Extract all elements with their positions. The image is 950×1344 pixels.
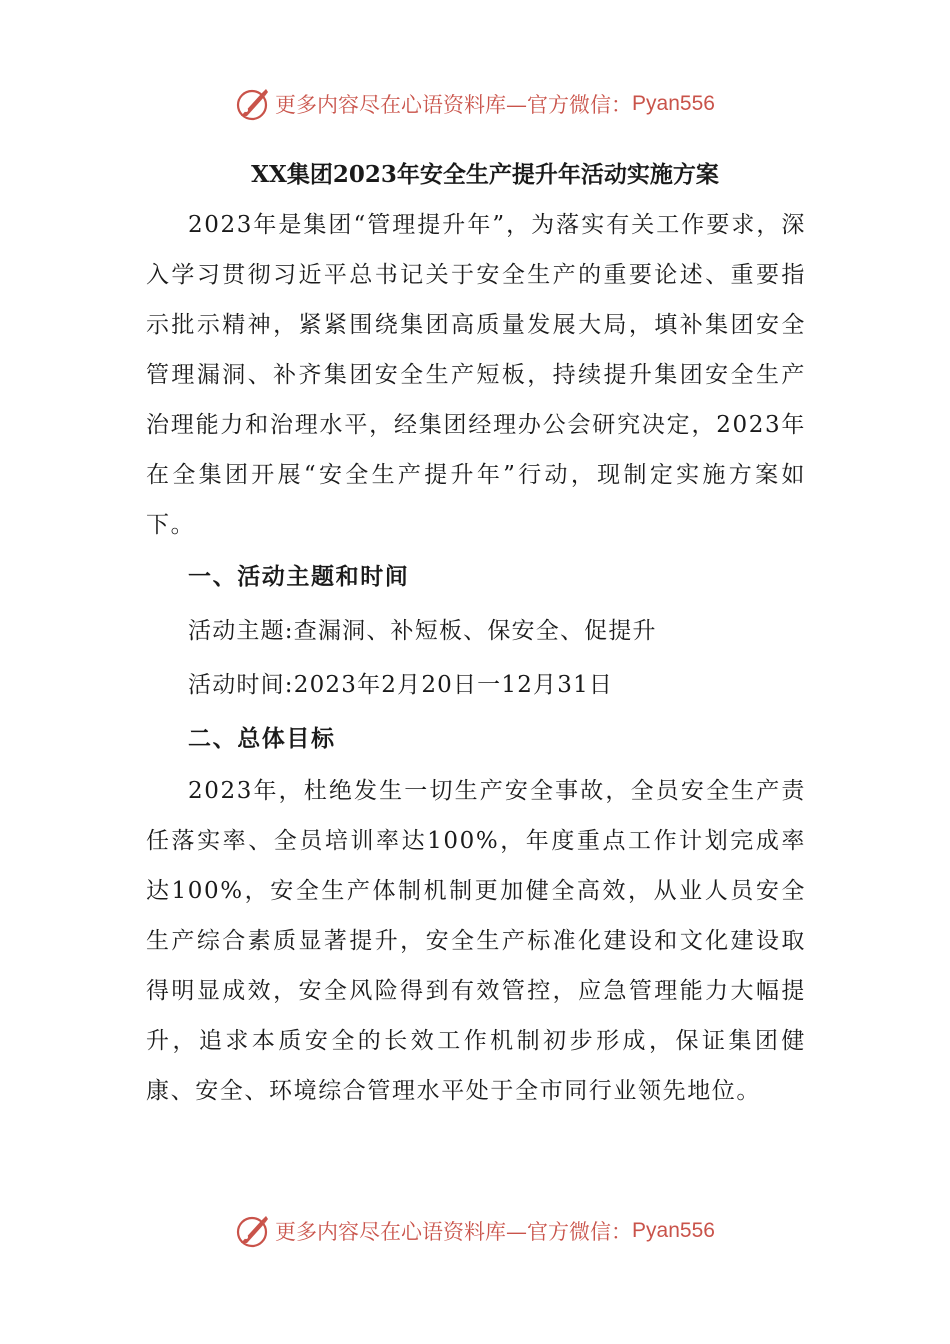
goals-paragraph: 2023年，杜绝发生一切生产安全事故，全员安全生产责任落实率、全员培训率达100%，年度重点工作计划完成率达100%，安全生产体制机制更加健全高效，从业人员安全生产综合素质显著提升，安全生产标准化建设和文化建设取得明显成效，安全风险得到有效管控，应急管理能力大幅提升，追求本质安全的长效工作机制初步形成，保证集团健康、安全、环境综合管理水平处于全市同行业领先地位。: [146, 778, 806, 1104]
activity-theme: 活动主题:查漏洞、补短板、保安全、促提升: [188, 618, 657, 644]
section-heading-theme-time: 一、活动主题和时间: [188, 563, 410, 590]
section-heading-goals: 二、总体目标: [188, 725, 336, 752]
pen-logo-icon: [235, 86, 271, 122]
watermark-wechat-id: Pyan556: [632, 1219, 715, 1242]
document-title: XX集团2023年安全生产提升年活动实施方案: [251, 161, 719, 188]
watermark-wechat-id: Pyan556: [632, 92, 715, 115]
pen-logo-icon: [235, 1213, 271, 1249]
watermark-text: 更多内容尽在心语资料库—官方微信：: [275, 93, 633, 117]
document-body: [146, 150, 806, 1116]
watermark-text: 更多内容尽在心语资料库—官方微信：: [275, 1220, 633, 1244]
intro-paragraph: 2023年是集团“管理提升年”，为落实有关工作要求，深入学习贯彻习近平总书记关于安全生产的重要论述、重要指示批示精神，紧紧围绕集团高质量发展大局，填补集团安全管理漏洞、补齐集团安全生产短板，持续提升集团安全生产治理能力和治理水平，经集团经理办公会研究决定，2023年在全集团开展“安全生产提升年”行动，现制定实施方案如下。: [146, 212, 806, 538]
watermark-footer: [0, 1211, 950, 1251]
watermark-header: [0, 84, 950, 124]
activity-time: 活动时间:2023年2月20日一12月31日: [188, 672, 614, 698]
